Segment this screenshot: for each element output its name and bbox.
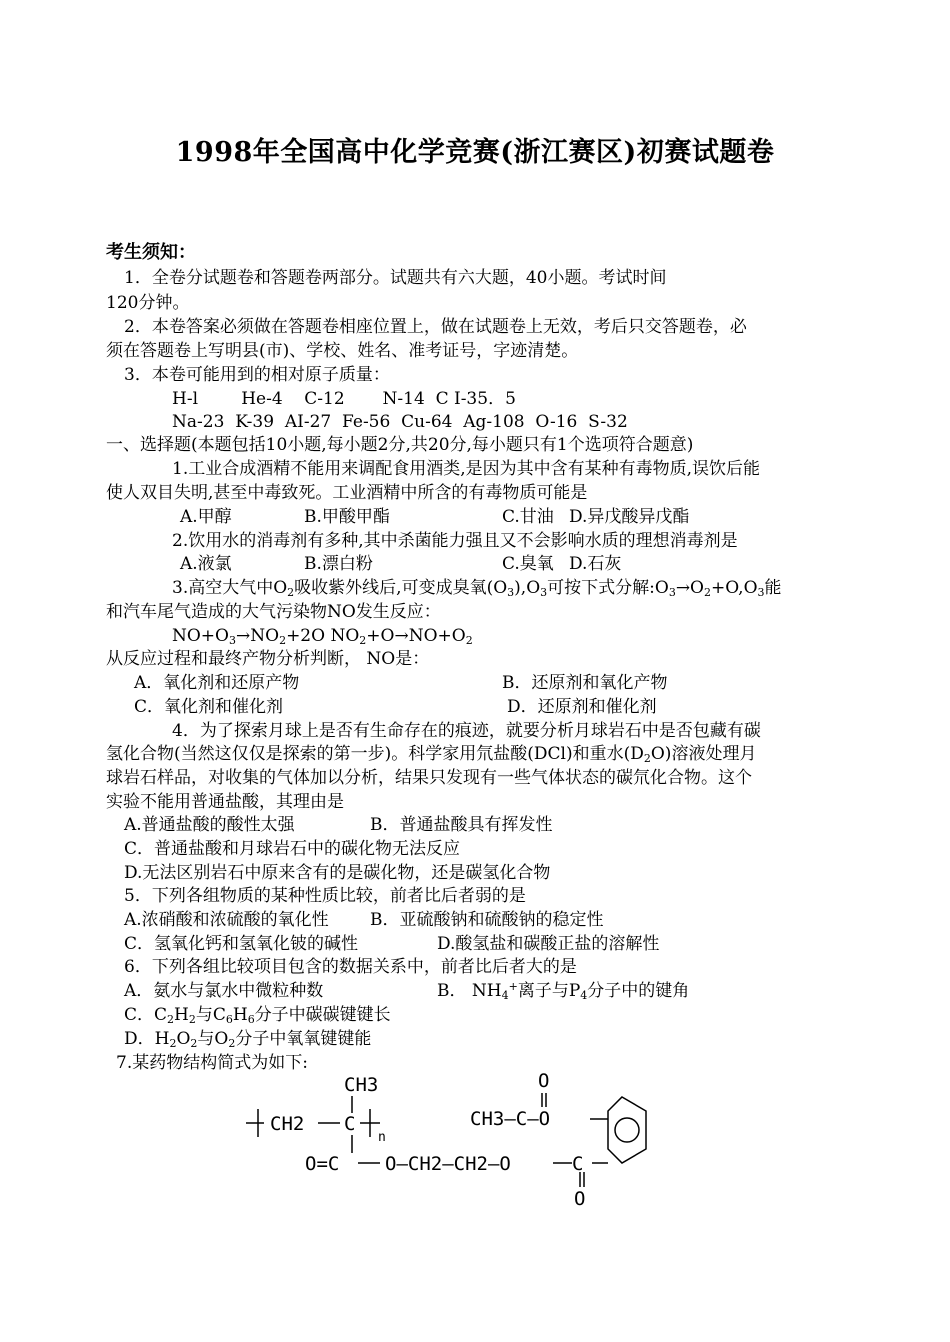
benzene-ring — [608, 1097, 646, 1163]
q2-option-d: D.石灰 — [569, 554, 622, 574]
q3-option-a: A．氧化剂和还原产物 — [134, 673, 300, 693]
q6-option-b: B． $NH_4^+$离子与$P_4$分子中的键角 — [437, 980, 690, 1002]
q4-stem-cont-3: 实验不能用普通盐酸，其理由是 — [106, 792, 344, 812]
q3-option-c: C．氧化剂和催化剂 — [134, 697, 284, 717]
q5-option-c: C．氢氧化钙和氢氧化铍的碱性 — [124, 934, 359, 954]
exam-title: 1998年全国高中化学竞赛(浙江赛区)初赛试题卷 — [175, 137, 775, 168]
q3-stem: 3.高空大气中$O_2$吸收紫外线后,可变成臭氧$(O_3),O_3$可按下式分解$:O_3\to O_2+O,O_3$能 — [172, 578, 782, 599]
q2-option-b: B.漂白粉 — [304, 554, 373, 574]
q1-stem-cont: 使人双目失明,甚至中毒致死。工业酒精中所含的有毒物质可能是 — [106, 483, 588, 503]
notice-item-3: 3．本卷可能用到的相对原子质量： — [124, 365, 390, 385]
atomic-masses-line-2: Na-23 K-39 AI-27 Fe-56 Cu-64 Ag-108 O-16 S-32 — [172, 412, 628, 432]
notice-item-2: 2．本卷答案必须做在答题卷相座位置上，做在试题卷上无效，考后只交答题卷，必 — [124, 317, 747, 337]
q1-option-a: A.甲醇 — [180, 507, 232, 527]
q3-option-d: D．还原剂和催化剂 — [507, 697, 657, 717]
benzene-aromatic-circle — [615, 1118, 639, 1142]
q1-option-d: D.异戊酸异戊酯 — [569, 507, 690, 527]
q6-option-d: D．$H_2O_2$与$O_2$分子中氧氧键键能 — [124, 1029, 372, 1050]
carbonyl-left-label: O=C — [305, 1153, 340, 1175]
q4-option-b: B．普通盐酸具有挥发性 — [370, 815, 553, 835]
notice-item-1: 1．全卷分试题卷和答题卷两部分。试题共有六大题，40小题。考试时间 — [124, 268, 667, 288]
q3-stem-cont: 和汽车尾气造成的大气污染物NO发生反应： — [106, 602, 441, 622]
q4-option-c: C．普通盐酸和月球岩石中的碳化物无法反应 — [124, 839, 461, 859]
q5-option-a: A.浓硝酸和浓硫酸的氧化性 — [124, 910, 329, 930]
q4-stem-cont-1: 氢化合物(当然这仅仅是探索的第一步)。科学家用氘盐酸(DCl)和重水$(D_2O)$溶液处理月 — [106, 744, 757, 765]
q4-stem-cont-2: 球岩石样品，对收集的气体加以分析，结果只发现有一些气体状态的碳氘化合物。这个 — [106, 768, 752, 788]
q7-structure-diagram — [0, 1065, 950, 1245]
section-1-heading: 一、选择题(本题包括10小题,每小题2分,共20分,每小题只有1个选项符合题意) — [106, 435, 694, 455]
q1-option-b: B.甲酸甲酯 — [304, 507, 390, 527]
q2-option-a: A.液氯 — [180, 554, 232, 574]
q5-option-b: B．亚硫酸钠和硫酸钠的稳定性 — [370, 910, 604, 930]
q6-option-c: C．$C_2H_2$与$C_6H_6$分子中碳碳键键长 — [124, 1005, 391, 1026]
q3-reaction: $NO+O_3\to NO_2+2O$ $NO_2+O\to NO+O_2$ — [172, 626, 473, 647]
q5-stem: 5．下列各组物质的某种性质比较，前者比后者弱的是 — [124, 886, 526, 906]
q1-stem: 1.工业合成酒精不能用来调配食用酒类,是因为其中含有某种有毒物质,误饮后能 — [172, 459, 761, 479]
q1-option-c: C.甘油 — [502, 507, 554, 527]
notice-item-2-cont: 须在答题卷上写明县(市)、学校、姓名、准考证号，字迹清楚。 — [106, 341, 579, 361]
carbonyl-o-top-label: O — [538, 1070, 550, 1092]
ch2-chain-label: CH2 — [270, 1113, 305, 1135]
q3-option-b: B．还原剂和氧化产物 — [502, 673, 668, 693]
q7-stem: 7.某药物结构简式为如下: — [116, 1053, 308, 1073]
q6-option-a: A．氨水与氯水中微粒种数 — [124, 981, 324, 1001]
q2-option-c: C.臭氧 — [502, 554, 554, 574]
atomic-masses-line-1: H-l He-4 C-12 N-14 C I-35．5 — [172, 389, 516, 409]
q2-stem: 2.饮用水的消毒剂有多种,其中杀菌能力强且又不会影响水质的理想消毒剂是 — [172, 531, 738, 551]
linker-label: O—CH2—CH2—O — [385, 1153, 511, 1175]
ch3-top-label: CH3 — [344, 1074, 379, 1096]
q4-stem: 4．为了探索月球上是否有生命存在的痕迹，就要分析月球岩石中是否包藏有碳 — [172, 721, 761, 741]
notice-item-1-cont: 120分钟。 — [106, 293, 190, 313]
acetyl-label: CH3—C—O — [470, 1108, 551, 1130]
q4-option-d: D.无法区别岩石中原来含有的是碳化物，还是碳氢化合物 — [124, 863, 551, 883]
q3-conclusion: 从反应过程和最终产物分析判断， NO是： — [106, 649, 430, 669]
benzoate-c-label: C — [572, 1153, 584, 1175]
repeat-n-label: n — [378, 1130, 386, 1145]
q5-option-d: D.酸氢盐和碳酸正盐的溶解性 — [437, 934, 660, 954]
c-center-label: C — [344, 1113, 356, 1135]
q4-option-a: A.普通盐酸的酸性太强 — [124, 815, 295, 835]
q6-stem: 6．下列各组比较项目包含的数据关系中，前者比后者大的是 — [124, 957, 577, 977]
notice-heading: 考生须知： — [106, 242, 196, 263]
carbonyl-o-low-label: O — [574, 1188, 586, 1210]
